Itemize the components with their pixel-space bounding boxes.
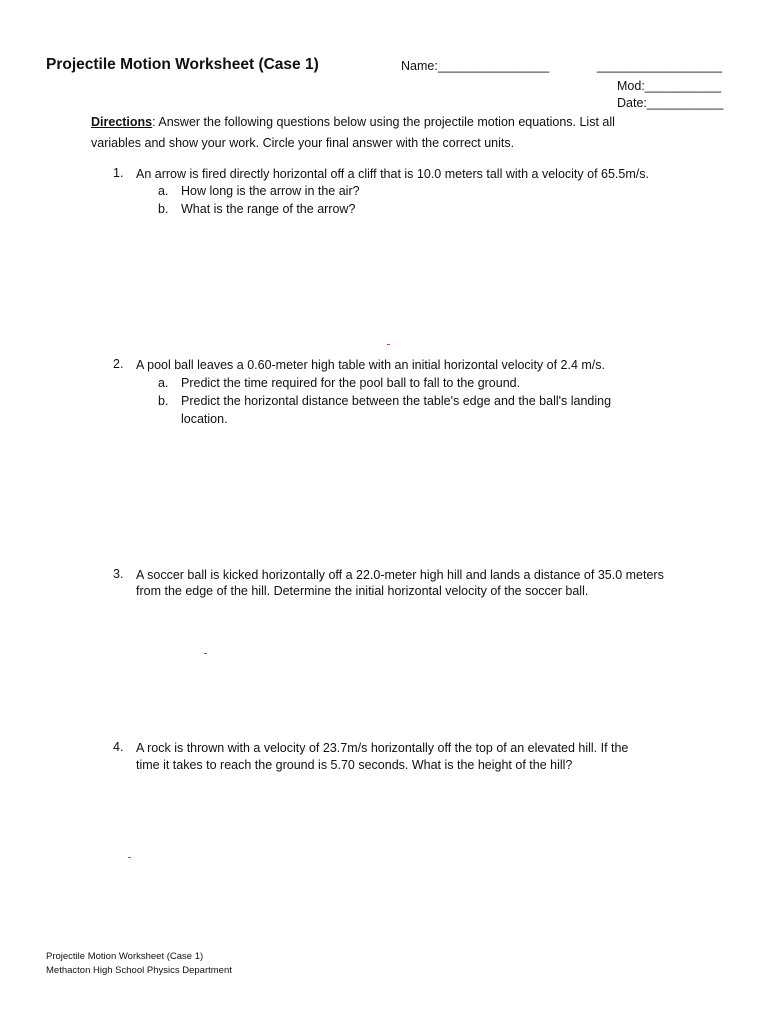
blank-line-field[interactable]: __________________ <box>597 59 723 73</box>
part-text: location. <box>181 412 228 426</box>
part-text: How long is the arrow in the air? <box>181 184 360 198</box>
question-number: 4. <box>113 740 124 754</box>
directions-text: : Answer the following questions below using the projectile motion equations. List all variables and show your work. Circle your final answer with the correct units. <box>91 115 615 150</box>
date-field[interactable]: Date:___________ <box>617 96 724 110</box>
question-text-line: from the edge of the hill. Determine the initial horizontal velocity of the soccer ball. <box>136 584 589 598</box>
part-letter: a. <box>158 184 169 198</box>
name-field[interactable]: Name:________________ <box>401 59 550 73</box>
part-letter: b. <box>158 202 169 216</box>
part-text: What is the range of the arrow? <box>181 202 356 216</box>
question-text-line: A rock is thrown with a velocity of 23.7m/s horizontally off the top of an elevated hill. If the <box>136 741 629 755</box>
question-number: 3. <box>113 567 124 581</box>
stray-mark <box>128 857 131 858</box>
question-number: 2. <box>113 357 124 371</box>
question-text-line: An arrow is fired directly horizontal off a cliff that is 10.0 meters tall with a velocity of 65.5m/s. <box>136 167 649 181</box>
part-text: Predict the time required for the pool ball to fall to the ground. <box>181 376 521 390</box>
mod-field[interactable]: Mod:___________ <box>617 79 722 93</box>
question-text-line: A soccer ball is kicked horizontally off a 22.0-meter high hill and lands a distance of 35.0 meters <box>136 568 664 582</box>
directions-paragraph <box>91 112 651 154</box>
part-text: Predict the horizontal distance between the table's edge and the ball's landing <box>181 394 612 408</box>
question-number: 1. <box>113 166 124 180</box>
part-letter: b. <box>158 394 169 408</box>
footer-line-1: Projectile Motion Worksheet (Case 1) <box>46 951 204 962</box>
part-letter: a. <box>158 376 169 390</box>
stray-mark <box>387 344 390 345</box>
stray-mark <box>204 653 207 654</box>
question-text-line: time it takes to reach the ground is 5.70 seconds. What is the height of the hill? <box>136 758 573 772</box>
footer-line-2: Methacton High School Physics Department <box>46 965 232 976</box>
directions-label: Directions <box>91 115 153 129</box>
question-text-line: A pool ball leaves a 0.60-meter high table with an initial horizontal velocity of 2.4 m/s. <box>136 358 606 372</box>
worksheet-title: Projectile Motion Worksheet (Case 1) <box>46 56 319 73</box>
